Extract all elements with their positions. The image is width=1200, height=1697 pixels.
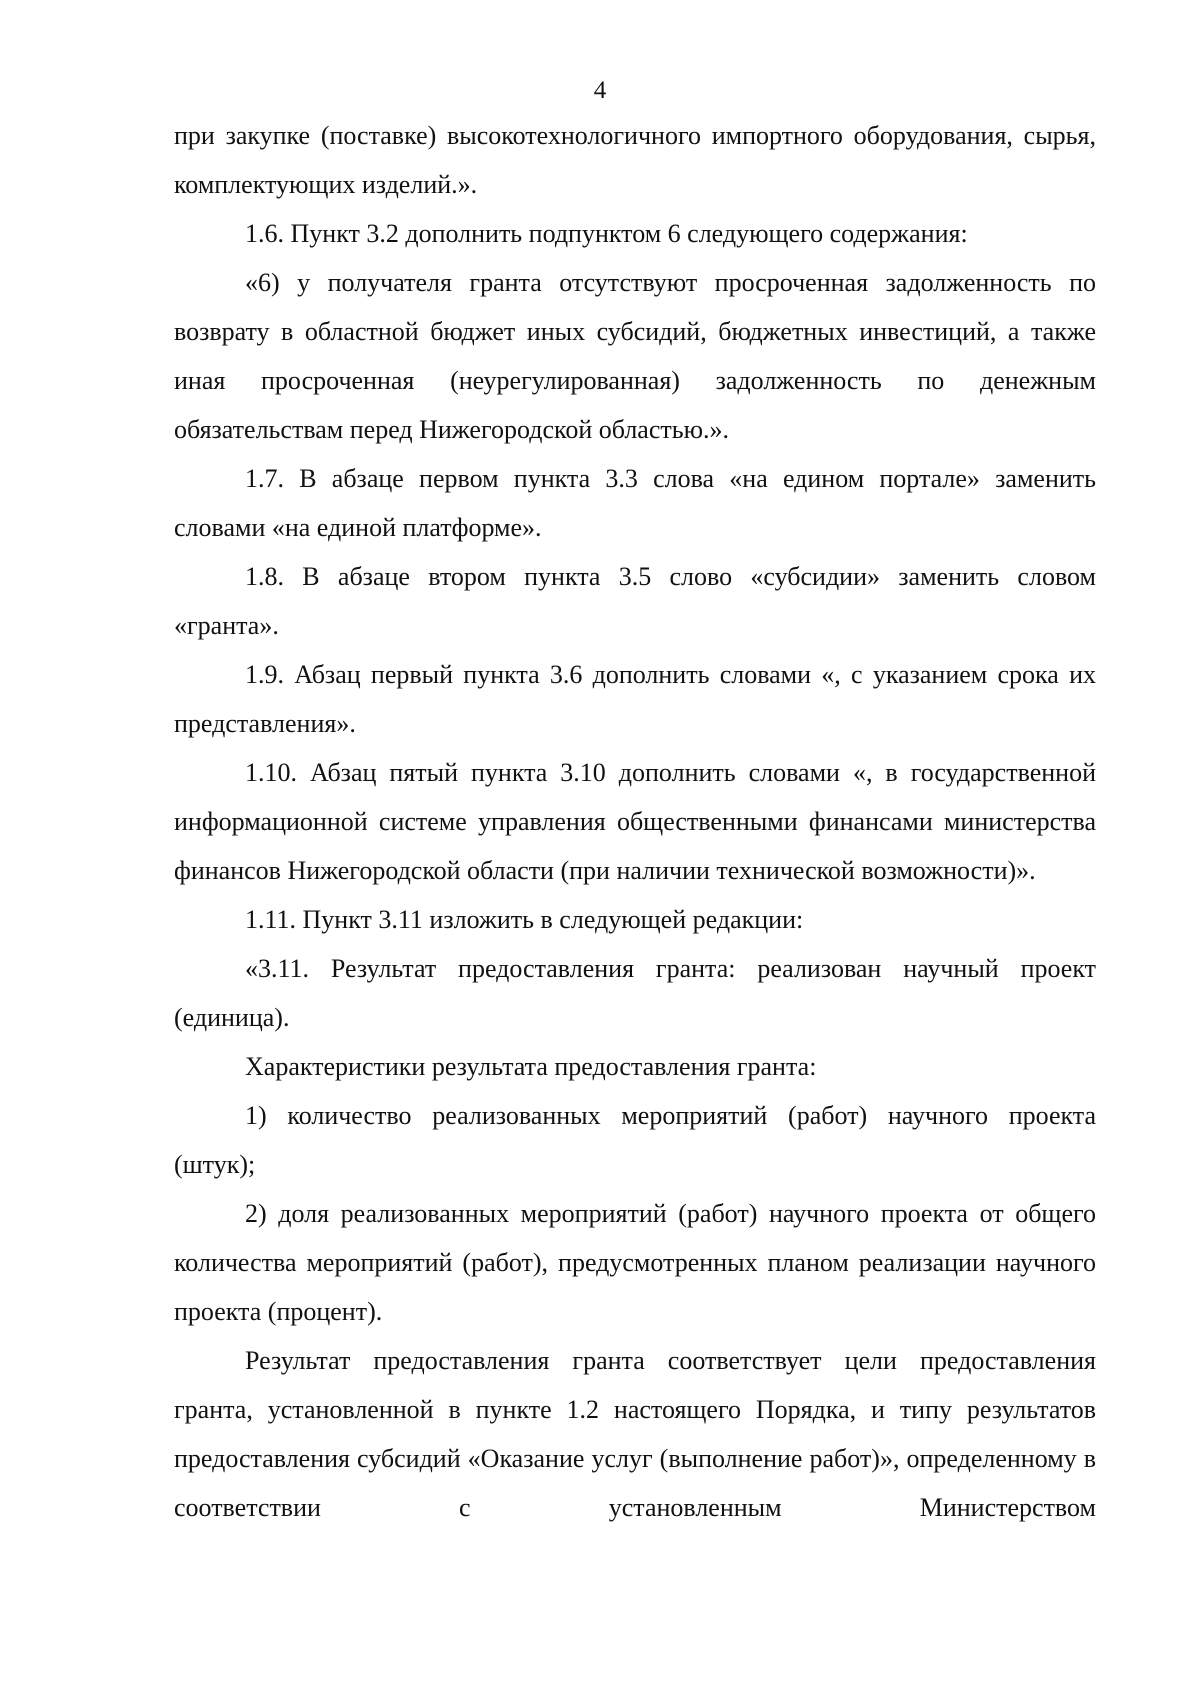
paragraph-characteristics: Характеристики результата предоставления гранта: [245, 1052, 817, 1081]
paragraph-result: Результат предоставления гранта соответствует цели предоставления гранта, установленной в пункте 1.2 настоящего Порядка, и типу результатов предоставления субсидий «Оказание услуг (выполнение работ)», определенному в соответствии с установленным Министерством [174, 1346, 1096, 1522]
paragraph-1-9: 1.9. Абзац первый пункта 3.6 дополнить словами «, с указанием срока их представления». [174, 660, 1096, 738]
document-body [174, 111, 1096, 1532]
paragraph-1-8: 1.8. В абзаце втором пункта 3.5 слово «субсидии» заменить словом «гранта». [174, 562, 1096, 640]
paragraph-3-11: «3.11. Результат предоставления гранта: реализован научный проект (единица). [174, 954, 1096, 1032]
paragraph-1-10: 1.10. Абзац пятый пункта 3.10 дополнить словами «, в государственной информационной системе управления общественными финансами министерства финансов Нижегородской области (при наличии технической возможности)». [174, 758, 1096, 885]
paragraph-1-6-quote: «6) у получателя гранта отсутствуют просроченная задолженность по возврату в областной бюджет иных субсидий, бюджетных инвестиций, а также иная просроченная (неурегулированная) задолженность по денежным обязательствам перед Нижегородской областью.». [174, 268, 1096, 444]
page-number: 4 [593, 77, 607, 104]
paragraph-continuation: при закупке (поставке) высокотехнологичного импортного оборудования, сырья, комплектующих изделий.». [174, 121, 1096, 199]
paragraph-item-2: 2) доля реализованных мероприятий (работ) научного проекта от общего количества мероприятий (работ), предусмотренных планом реализации научного проекта (процент). [174, 1199, 1096, 1326]
paragraph-item-1: 1) количество реализованных мероприятий (работ) научного проекта (штук); [174, 1101, 1096, 1179]
paragraph-1-6: 1.6. Пункт 3.2 дополнить подпунктом 6 следующего содержания: [245, 219, 968, 248]
paragraph-1-7: 1.7. В абзаце первом пункта 3.3 слова «на едином портале» заменить словами «на единой платформе». [174, 464, 1096, 542]
paragraph-1-11: 1.11. Пункт 3.11 изложить в следующей редакции: [245, 905, 804, 934]
